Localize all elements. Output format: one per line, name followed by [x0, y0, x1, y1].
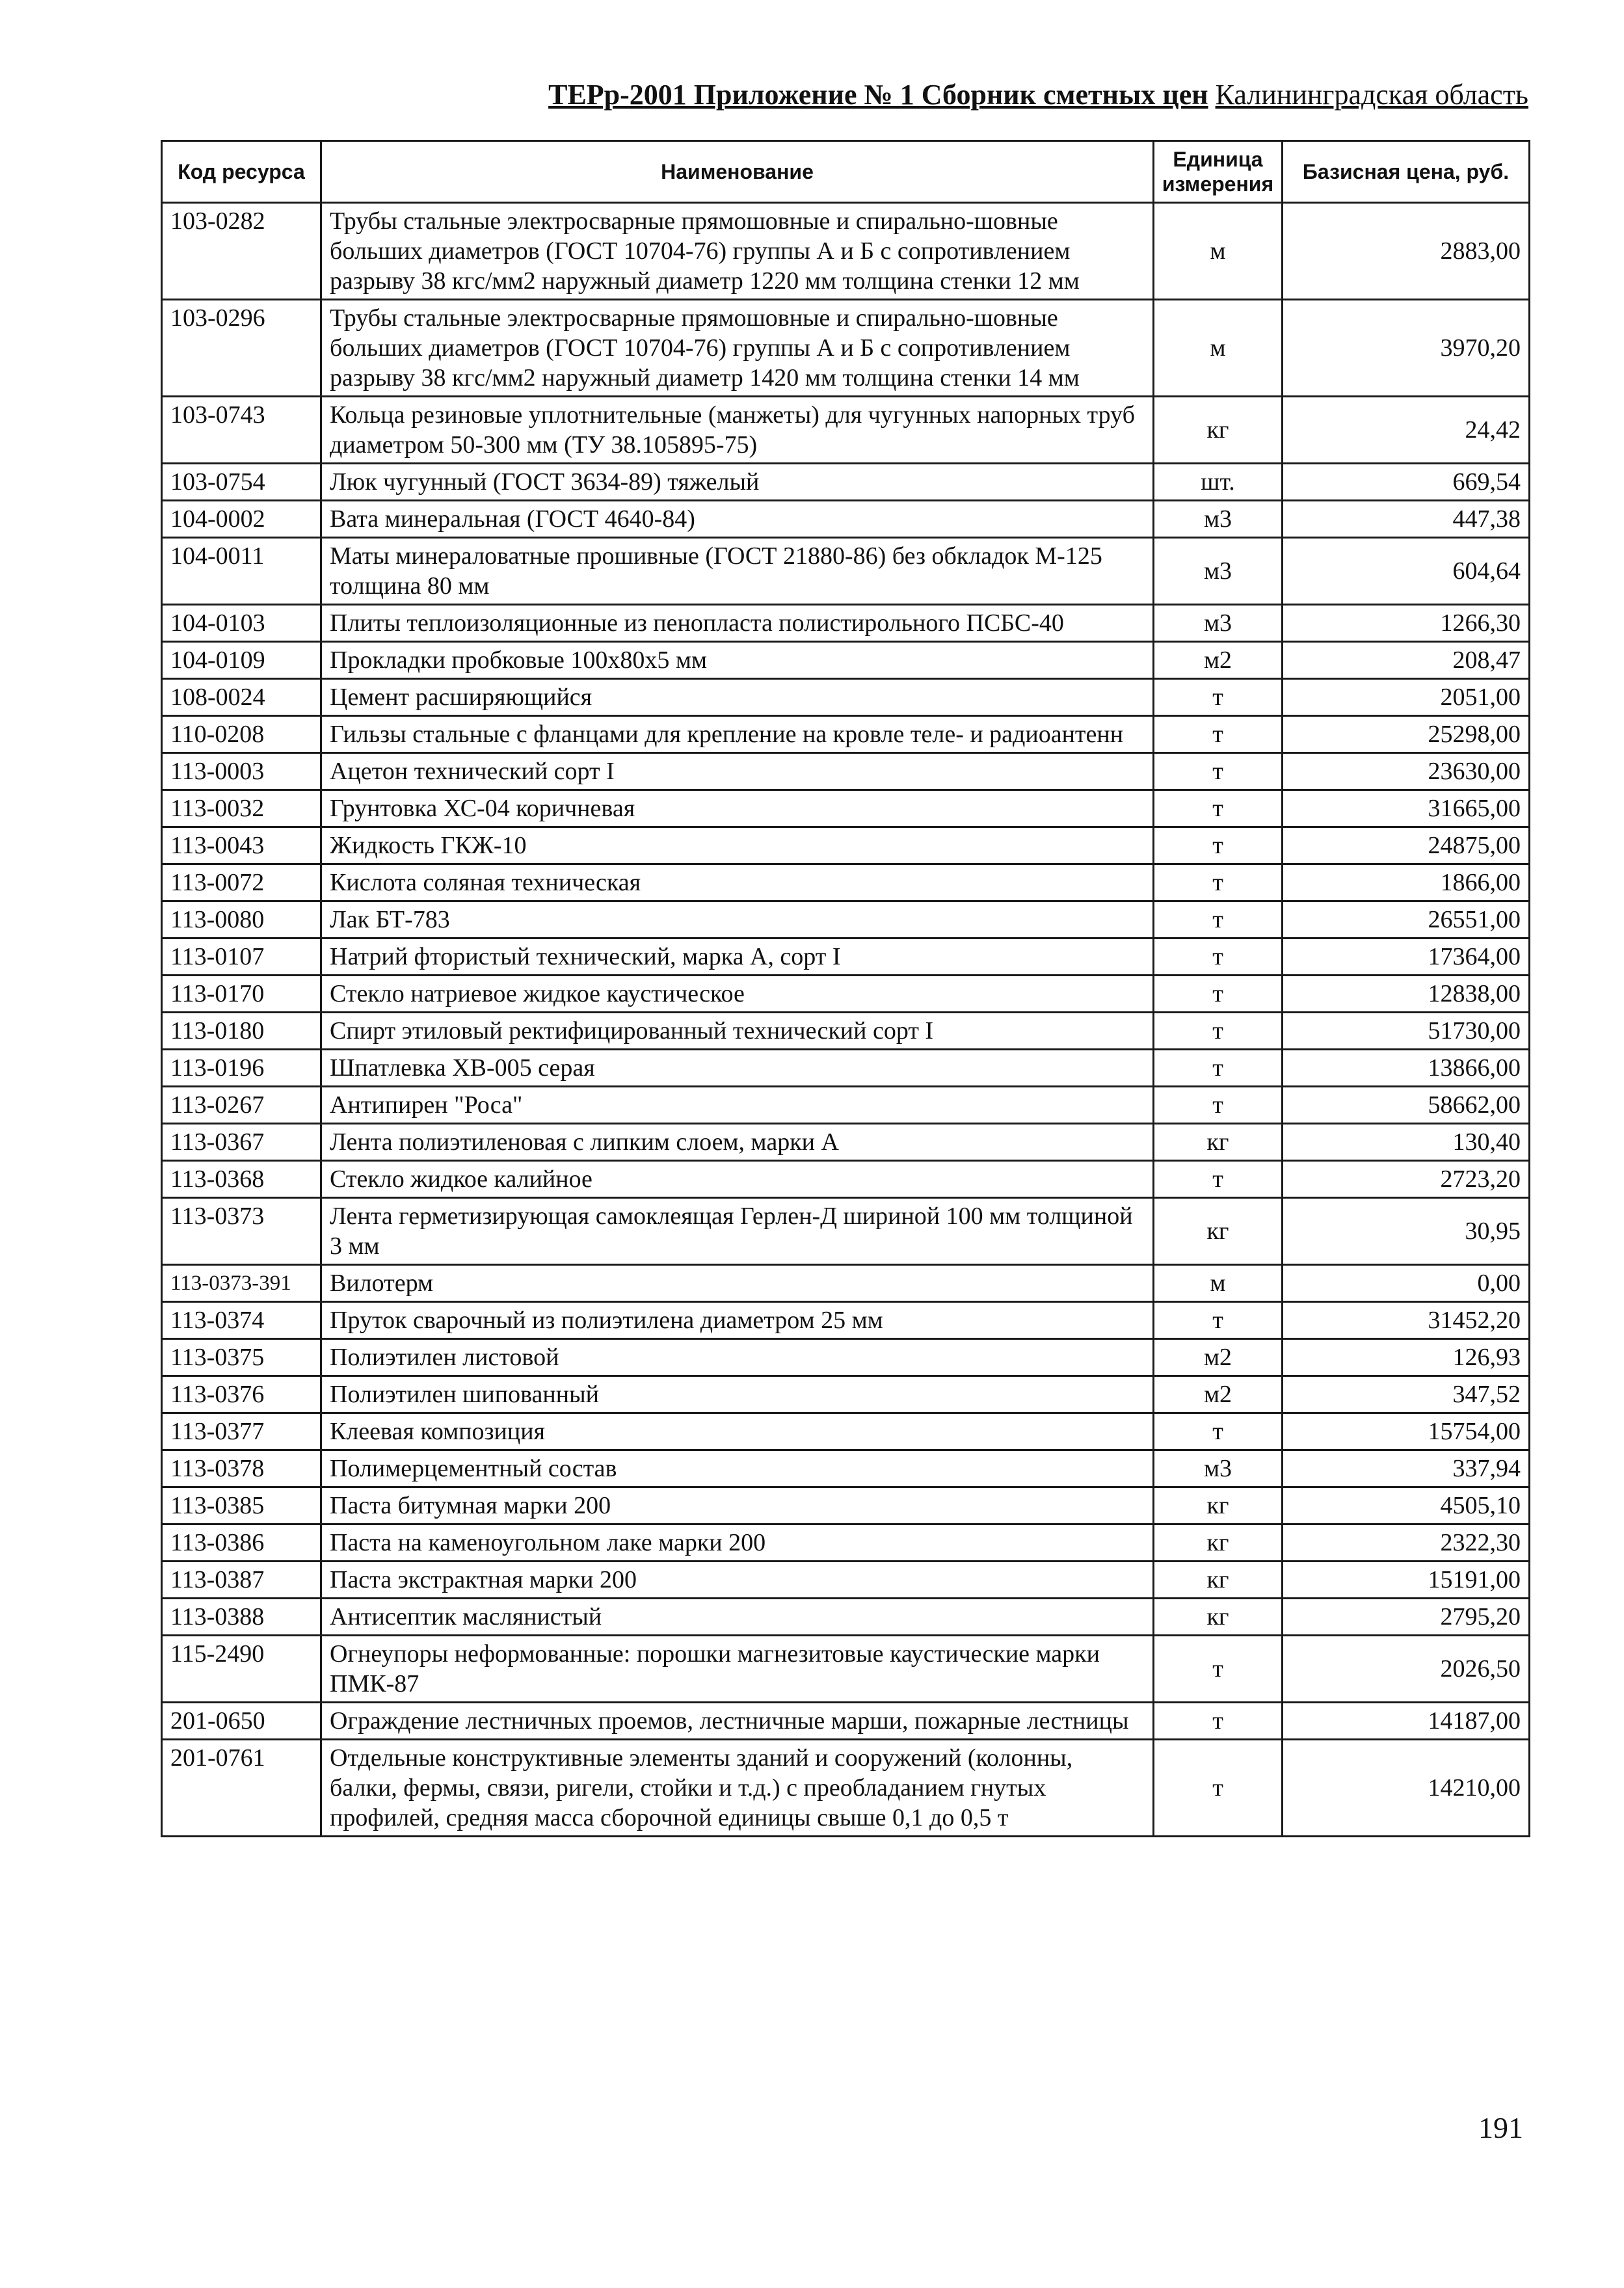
resource-code: 113-0375 [162, 1339, 321, 1376]
resource-name: Стекло натриевое жидкое каустическое [321, 976, 1154, 1013]
table-row [162, 1302, 1530, 1339]
unit-of-measure: м [1154, 1265, 1283, 1302]
base-price: 30,95 [1283, 1198, 1530, 1265]
base-price: 31452,20 [1283, 1302, 1530, 1339]
resource-code: 113-0378 [162, 1450, 321, 1487]
base-price: 2723,20 [1283, 1161, 1530, 1198]
base-price: 12838,00 [1283, 976, 1530, 1013]
base-price: 337,94 [1283, 1450, 1530, 1487]
resource-name: Гильзы стальные с фланцами для крепление на кровле теле- и радиоантенн [321, 716, 1154, 753]
base-price: 1866,00 [1283, 864, 1530, 901]
resource-name: Стекло жидкое калийное [321, 1161, 1154, 1198]
unit-of-measure: м [1154, 300, 1283, 397]
unit-of-measure: м3 [1154, 605, 1283, 642]
unit-of-measure: т [1154, 1740, 1283, 1837]
unit-of-measure: т [1154, 827, 1283, 864]
base-price: 13866,00 [1283, 1050, 1530, 1087]
resource-name: Паста битумная марки 200 [321, 1487, 1154, 1524]
table-row [162, 716, 1530, 753]
resource-code: 113-0368 [162, 1161, 321, 1198]
unit-of-measure: кг [1154, 1487, 1283, 1524]
resource-code: 201-0650 [162, 1703, 321, 1740]
table-row [162, 464, 1530, 501]
unit-of-measure: т [1154, 864, 1283, 901]
resource-code: 103-0743 [162, 397, 321, 464]
resource-code: 103-0296 [162, 300, 321, 397]
column-header-code: Код ресурса [162, 141, 321, 203]
resource-code: 103-0282 [162, 203, 321, 300]
resource-name: Маты минераловатные прошивные (ГОСТ 21880-86) без обкладок М-125 толщина 80 мм [321, 538, 1154, 605]
resource-name: Ацетон технический сорт I [321, 753, 1154, 790]
table-row [162, 1524, 1530, 1562]
resource-name: Кислота соляная техническая [321, 864, 1154, 901]
unit-of-measure: т [1154, 976, 1283, 1013]
region-name: Калининградская область [1215, 79, 1528, 111]
unit-of-measure: кг [1154, 1124, 1283, 1161]
unit-of-measure: м3 [1154, 1450, 1283, 1487]
base-price: 14210,00 [1283, 1740, 1530, 1837]
base-price: 447,38 [1283, 501, 1530, 538]
resource-code: 113-0386 [162, 1524, 321, 1562]
resource-name: Полимерцементный состав [321, 1450, 1154, 1487]
base-price: 130,40 [1283, 1124, 1530, 1161]
resource-code: 113-0043 [162, 827, 321, 864]
unit-of-measure: м3 [1154, 538, 1283, 605]
resource-name: Лента герметизирующая самоклеящая Герлен-Д шириной 100 мм толщиной 3 мм [321, 1198, 1154, 1265]
unit-of-measure: м2 [1154, 1339, 1283, 1376]
unit-of-measure: т [1154, 901, 1283, 938]
column-header-unit: Единица измерения [1154, 141, 1283, 203]
resource-name: Антипирен "Роса" [321, 1087, 1154, 1124]
resource-name: Пруток сварочный из полиэтилена диаметром 25 мм [321, 1302, 1154, 1339]
unit-of-measure: кг [1154, 1198, 1283, 1265]
resource-name: Плиты теплоизоляционные из пенопласта полистирольного ПСБС-40 [321, 605, 1154, 642]
resource-name: Паста на каменоугольном лаке марки 200 [321, 1524, 1154, 1562]
table-row [162, 1198, 1530, 1265]
unit-of-measure: т [1154, 1161, 1283, 1198]
resource-code: 104-0109 [162, 642, 321, 679]
unit-of-measure: м3 [1154, 501, 1283, 538]
resource-name: Полиэтилен шипованный [321, 1376, 1154, 1413]
unit-of-measure: т [1154, 1413, 1283, 1450]
resource-name: Трубы стальные электросварные прямошовные и спирально-шовные больших диаметров (ГОСТ 10704-76) группы А и Б с сопротивлением разрыву 38 кгс/мм2 наружный диаметр 1420 мм толщина стенки 14 мм [321, 300, 1154, 397]
unit-of-measure: шт. [1154, 464, 1283, 501]
resource-code: 113-0374 [162, 1302, 321, 1339]
table-row [162, 827, 1530, 864]
base-price: 126,93 [1283, 1339, 1530, 1376]
resource-code: 104-0002 [162, 501, 321, 538]
resource-code: 113-0072 [162, 864, 321, 901]
base-price: 23630,00 [1283, 753, 1530, 790]
resource-code: 113-0080 [162, 901, 321, 938]
base-price: 31665,00 [1283, 790, 1530, 827]
base-price: 15191,00 [1283, 1562, 1530, 1599]
table-row [162, 1413, 1530, 1450]
unit-of-measure: т [1154, 1087, 1283, 1124]
table-row [162, 1161, 1530, 1198]
resource-code: 201-0761 [162, 1740, 321, 1837]
resource-name: Лак БТ-783 [321, 901, 1154, 938]
resource-name: Трубы стальные электросварные прямошовные и спирально-шовные больших диаметров (ГОСТ 10704-76) группы А и Б с сопротивлением разрыву 38 кгс/мм2 наружный диаметр 1220 мм толщина стенки 12 мм [321, 203, 1154, 300]
table-row [162, 938, 1530, 976]
base-price: 51730,00 [1283, 1013, 1530, 1050]
table-row [162, 203, 1530, 300]
unit-of-measure: т [1154, 938, 1283, 976]
table-row [162, 1050, 1530, 1087]
table-row [162, 1562, 1530, 1599]
table-body [162, 203, 1530, 1837]
table-row [162, 501, 1530, 538]
base-price: 1266,30 [1283, 605, 1530, 642]
page-header [0, 77, 1528, 113]
resource-code: 113-0196 [162, 1050, 321, 1087]
table-row [162, 790, 1530, 827]
column-header-name: Наименование [321, 141, 1154, 203]
base-price: 24875,00 [1283, 827, 1530, 864]
table-row [162, 1740, 1530, 1837]
resource-code: 113-0180 [162, 1013, 321, 1050]
table-row [162, 1087, 1530, 1124]
unit-of-measure: м2 [1154, 642, 1283, 679]
resource-name: Паста экстрактная марки 200 [321, 1562, 1154, 1599]
unit-of-measure: т [1154, 1050, 1283, 1087]
resource-name: Отдельные конструктивные элементы зданий и сооружений (колонны, балки, фермы, связи, ригели, стойки и т.д.) с преобладанием гнутых профилей, средняя масса сборочной единицы свыше 0,1 до 0,5 т [321, 1740, 1154, 1837]
table-row [162, 901, 1530, 938]
table-row [162, 397, 1530, 464]
resource-name: Грунтовка ХС-04 коричневая [321, 790, 1154, 827]
resource-name: Антисептик маслянистый [321, 1599, 1154, 1636]
resource-code: 113-0032 [162, 790, 321, 827]
unit-of-measure: т [1154, 1703, 1283, 1740]
base-price: 24,42 [1283, 397, 1530, 464]
resource-code: 113-0387 [162, 1562, 321, 1599]
base-price: 604,64 [1283, 538, 1530, 605]
resource-name: Натрий фтористый технический, марка А, сорт I [321, 938, 1154, 976]
unit-of-measure: т [1154, 790, 1283, 827]
unit-of-measure: т [1154, 1013, 1283, 1050]
base-price: 15754,00 [1283, 1413, 1530, 1450]
resource-name: Прокладки пробковые 100х80х5 мм [321, 642, 1154, 679]
table-row [162, 753, 1530, 790]
resource-code: 113-0385 [162, 1487, 321, 1524]
resource-name: Шпатлевка ХВ-005 серая [321, 1050, 1154, 1087]
table-row [162, 1703, 1530, 1740]
resource-code: 113-0367 [162, 1124, 321, 1161]
table-row [162, 300, 1530, 397]
base-price: 17364,00 [1283, 938, 1530, 976]
resource-code: 104-0011 [162, 538, 321, 605]
unit-of-measure: т [1154, 1636, 1283, 1703]
base-price: 2322,30 [1283, 1524, 1530, 1562]
unit-of-measure: т [1154, 716, 1283, 753]
base-price: 347,52 [1283, 1376, 1530, 1413]
resource-code: 103-0754 [162, 464, 321, 501]
table-row [162, 1265, 1530, 1302]
unit-of-measure: кг [1154, 1562, 1283, 1599]
resource-name: Полиэтилен листовой [321, 1339, 1154, 1376]
resource-code: 110-0208 [162, 716, 321, 753]
table-row [162, 1636, 1530, 1703]
resource-code: 115-2490 [162, 1636, 321, 1703]
unit-of-measure: кг [1154, 397, 1283, 464]
resource-name: Кольца резиновые уплотнительные (манжеты) для чугунных напорных труб диаметром 50-300 мм (ТУ 38.105895-75) [321, 397, 1154, 464]
base-price: 3970,20 [1283, 300, 1530, 397]
resource-name: Вилотерм [321, 1265, 1154, 1302]
resource-code: 113-0373-391 [162, 1265, 321, 1302]
collection-title: ТЕРр-2001 Приложение № 1 Сборник сметных цен [548, 79, 1208, 111]
resource-name: Люк чугунный (ГОСТ 3634-89) тяжелый [321, 464, 1154, 501]
resource-code: 113-0170 [162, 976, 321, 1013]
resource-name: Огнеупоры неформованные: порошки магнезитовые каустические марки ПМК-87 [321, 1636, 1154, 1703]
resource-name: Ограждение лестничных проемов, лестничные марши, пожарные лестницы [321, 1703, 1154, 1740]
table-row [162, 1487, 1530, 1524]
table-row [162, 1376, 1530, 1413]
resource-code: 113-0388 [162, 1599, 321, 1636]
table-row [162, 864, 1530, 901]
table-row [162, 679, 1530, 716]
base-price: 0,00 [1283, 1265, 1530, 1302]
resource-name: Лента полиэтиленовая с липким слоем, марки А [321, 1124, 1154, 1161]
base-price: 2051,00 [1283, 679, 1530, 716]
table-row [162, 1599, 1530, 1636]
table-row [162, 605, 1530, 642]
unit-of-measure: кг [1154, 1524, 1283, 1562]
unit-of-measure: кг [1154, 1599, 1283, 1636]
base-price: 4505,10 [1283, 1487, 1530, 1524]
base-price: 25298,00 [1283, 716, 1530, 753]
table-row [162, 642, 1530, 679]
table-row [162, 538, 1530, 605]
unit-of-measure: т [1154, 753, 1283, 790]
resource-code: 113-0003 [162, 753, 321, 790]
base-price: 2795,20 [1283, 1599, 1530, 1636]
table-row [162, 976, 1530, 1013]
resource-name: Спирт этиловый ректифицированный технический сорт I [321, 1013, 1154, 1050]
base-price: 669,54 [1283, 464, 1530, 501]
unit-of-measure: м2 [1154, 1376, 1283, 1413]
table-header-row [162, 141, 1530, 203]
resource-name: Вата минеральная (ГОСТ 4640-84) [321, 501, 1154, 538]
resource-name: Цемент расширяющийся [321, 679, 1154, 716]
price-table [161, 140, 1530, 1837]
table-row [162, 1450, 1530, 1487]
table-row [162, 1339, 1530, 1376]
resource-name: Клеевая композиция [321, 1413, 1154, 1450]
column-header-price: Базисная цена, руб. [1283, 141, 1530, 203]
resource-code: 113-0267 [162, 1087, 321, 1124]
unit-of-measure: т [1154, 1302, 1283, 1339]
resource-code: 113-0373 [162, 1198, 321, 1265]
resource-code: 104-0103 [162, 605, 321, 642]
base-price: 2883,00 [1283, 203, 1530, 300]
page-number: 191 [1478, 2111, 1523, 2144]
base-price: 26551,00 [1283, 901, 1530, 938]
base-price: 14187,00 [1283, 1703, 1530, 1740]
base-price: 2026,50 [1283, 1636, 1530, 1703]
base-price: 58662,00 [1283, 1087, 1530, 1124]
resource-code: 113-0377 [162, 1413, 321, 1450]
unit-of-measure: м [1154, 203, 1283, 300]
resource-code: 108-0024 [162, 679, 321, 716]
resource-name: Жидкость ГКЖ-10 [321, 827, 1154, 864]
table-row [162, 1124, 1530, 1161]
table-row [162, 1013, 1530, 1050]
unit-of-measure: т [1154, 679, 1283, 716]
resource-code: 113-0376 [162, 1376, 321, 1413]
base-price: 208,47 [1283, 642, 1530, 679]
resource-code: 113-0107 [162, 938, 321, 976]
